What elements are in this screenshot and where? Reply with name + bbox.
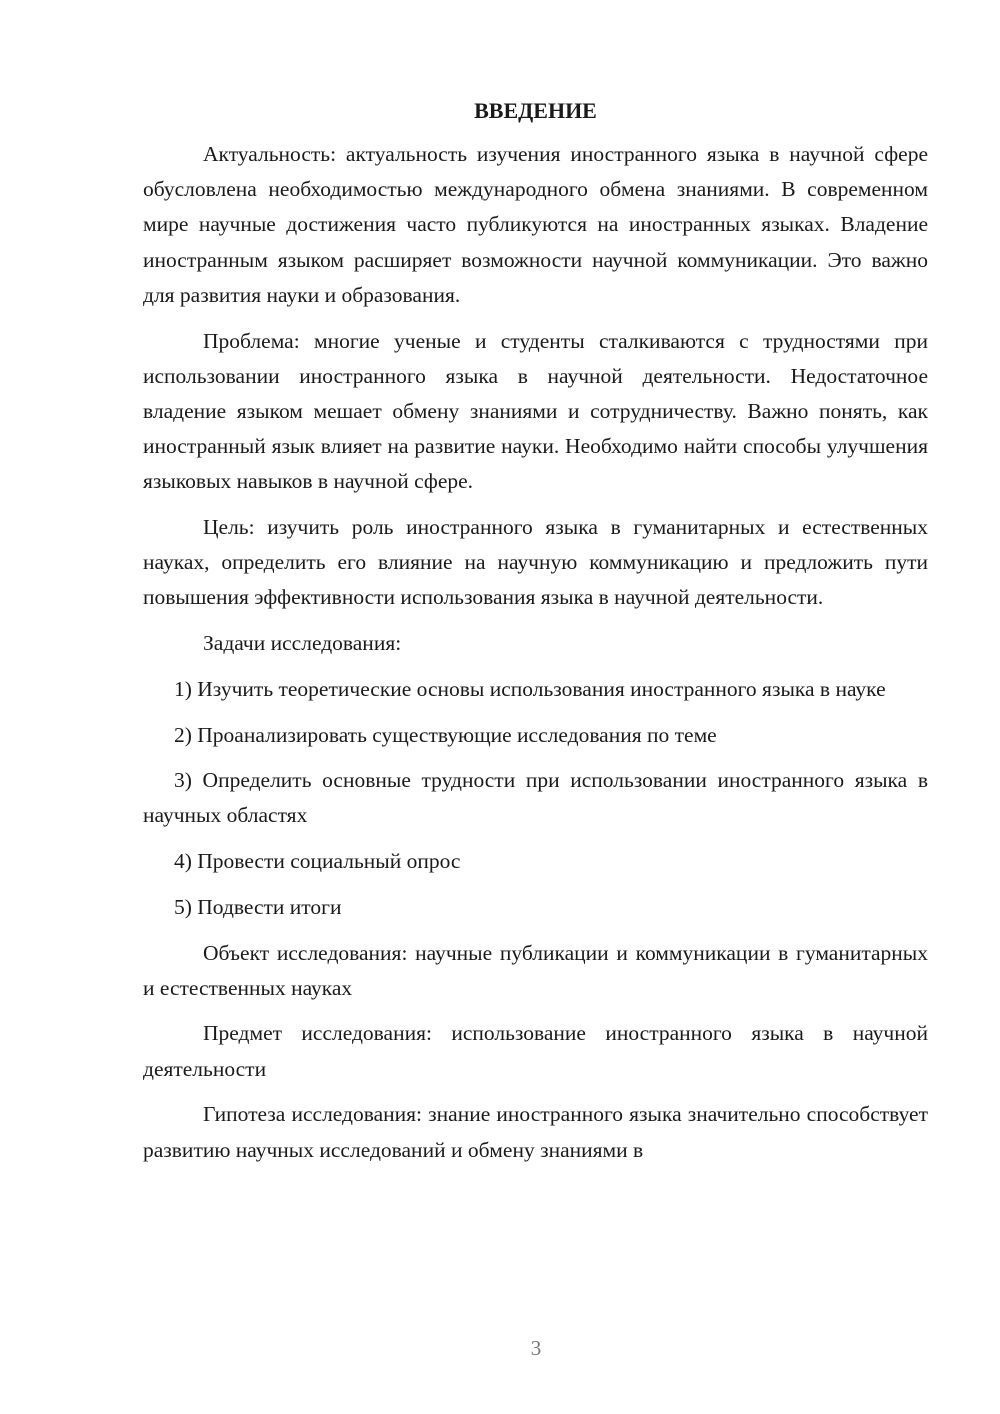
relevance-paragraph: Актуальность: актуальность изучения иностранного языка в научной сфере обусловлена необходимостью международного обмена знаниями. В современном мире научные достижения часто публикуются на иностранных языках. Владение иностранным языком расширяет возможности научной коммуникации. Это важно для развития науки и образования. xyxy=(143,142,928,307)
goal-paragraph: Цель: изучить роль иностранного языка в гуманитарных и естественных науках, определить его влияние на научную коммуникацию и предложить пути повышения эффективности использования языка в научной деятельности. xyxy=(143,515,928,610)
task-item: 2) Проанализировать существующие исследования по теме xyxy=(174,722,717,747)
section-title: ВВЕДЕНИЕ xyxy=(474,98,597,123)
subject-paragraph: Предмет исследования: использование иностранного языка в научной деятельности xyxy=(143,1021,928,1081)
tasks-heading: Задачи исследования: xyxy=(203,631,402,656)
object-paragraph: Объект исследования: научные публикации и коммуникации в гуманитарных и естественных науках xyxy=(143,940,928,1000)
hypothesis-paragraph: Гипотеза исследования: знание иностранного языка значительно способствует развитию научных исследований и обмену знаниями в xyxy=(143,1102,928,1162)
page-number: 3 xyxy=(530,1336,542,1360)
task-item: 3) Определить основные трудности при использовании иностранного языка в научных областях xyxy=(143,768,928,828)
task-item: 5) Подвести итоги xyxy=(174,894,342,919)
task-item: 4) Провести социальный опрос xyxy=(174,849,461,874)
page-content xyxy=(143,96,928,1168)
problem-paragraph: Проблема: многие ученые и студенты сталкиваются с трудностями при использовании иностранного языка в научной деятельности. Недостаточное владение языком мешает обмену знаниями и сотрудничеству. Важно понять, как иностранный язык влияет на развитие науки. Необходимо найти способы улучшения языковых навыков в научной сфере. xyxy=(143,328,928,494)
task-item: 1) Изучить теоретические основы использования иностранного языка в науке xyxy=(174,676,886,701)
